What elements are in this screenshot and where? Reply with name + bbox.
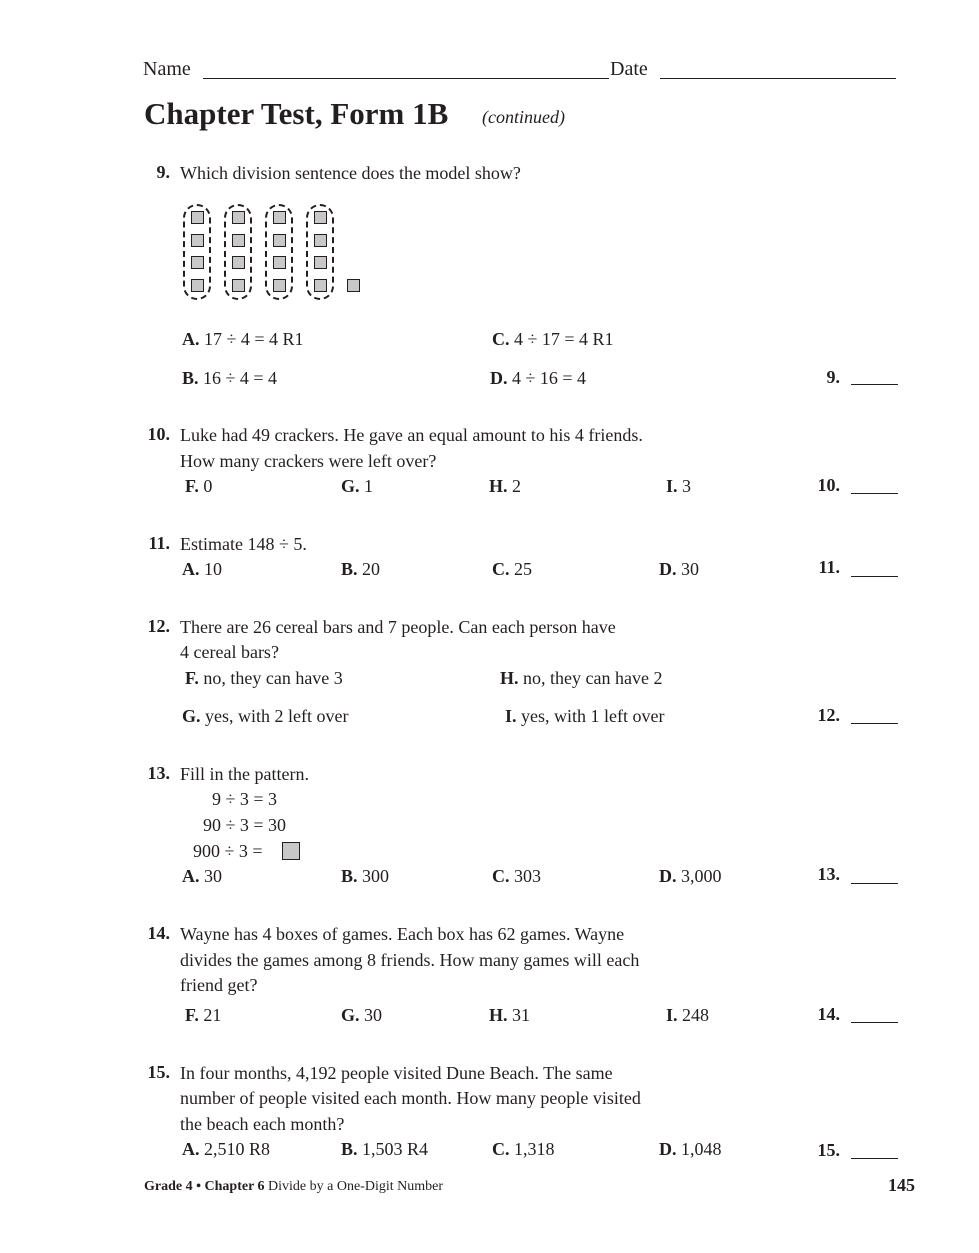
unit-square <box>273 279 286 292</box>
choice[interactable] <box>185 475 212 497</box>
answer-blank[interactable] <box>851 1140 898 1159</box>
choice-letter: A. <box>182 1139 200 1159</box>
choice-letter: H. <box>500 668 519 688</box>
pattern-line: 90 ÷ 3 = 30 <box>203 815 287 835</box>
choice-letter: C. <box>492 1139 510 1159</box>
choice-letter: I. <box>666 476 678 496</box>
choice-text: 4 ÷ 17 = 4 R1 <box>514 329 614 349</box>
remainder-square <box>347 279 360 292</box>
answer-label: 10. <box>817 475 840 495</box>
choice-letter: C. <box>492 866 510 886</box>
choice-text: 2 <box>512 476 522 496</box>
choice[interactable] <box>341 475 373 497</box>
question-number: 14. <box>147 923 170 943</box>
answer-label: 13. <box>817 864 840 884</box>
name-label: Name <box>143 58 191 80</box>
choice[interactable] <box>182 367 277 389</box>
choice[interactable] <box>182 558 222 580</box>
choice-letter: B. <box>182 368 199 388</box>
unit-square <box>191 211 204 224</box>
question-text: How many crackers were left over? <box>180 451 437 471</box>
answer-blank[interactable] <box>851 865 898 884</box>
choice[interactable] <box>185 1004 221 1026</box>
choice[interactable] <box>182 1138 270 1160</box>
choice-text: 30 <box>204 866 222 886</box>
choice[interactable] <box>182 705 348 727</box>
answer-label: 11. <box>818 557 840 577</box>
pattern-line: 900 ÷ 3 = <box>193 841 263 861</box>
choice[interactable] <box>489 1004 530 1026</box>
choice-text: 21 <box>203 1005 222 1025</box>
choice-text: 31 <box>512 1005 531 1025</box>
choice-letter: A. <box>182 866 200 886</box>
choice-text: no, they can have 3 <box>203 668 343 688</box>
choice-text: 3,000 <box>681 866 722 886</box>
answer-blank[interactable] <box>851 1004 898 1023</box>
choice-letter: I. <box>666 1005 678 1025</box>
question-text: In four months, 4,192 people visited Dune Beach. The same <box>180 1063 613 1083</box>
choice-text: 20 <box>362 559 381 579</box>
answer-blank[interactable] <box>851 366 898 385</box>
question-number: 13. <box>147 763 170 783</box>
choice-text: 30 <box>681 559 699 579</box>
choice[interactable] <box>659 865 722 887</box>
name-field[interactable] <box>203 76 609 79</box>
choice-letter: H. <box>489 1005 508 1025</box>
unit-square <box>273 256 286 269</box>
unit-square <box>232 256 245 269</box>
choice[interactable] <box>500 667 662 689</box>
choice-text: 1,318 <box>514 1139 555 1159</box>
choice-text: yes, with 1 left over <box>521 706 665 726</box>
unit-square <box>191 234 204 247</box>
choice[interactable] <box>492 558 532 580</box>
choice[interactable] <box>341 1004 382 1026</box>
choice[interactable] <box>666 1004 709 1026</box>
unit-square <box>314 211 327 224</box>
choice[interactable] <box>341 865 389 887</box>
choice-letter: B. <box>341 866 358 886</box>
choice-letter: F. <box>185 476 199 496</box>
unit-square <box>232 279 245 292</box>
choice-text: 16 ÷ 4 = 4 <box>203 368 278 388</box>
answer-blank[interactable] <box>851 558 898 577</box>
choice-text: 30 <box>364 1005 383 1025</box>
question-text: the beach each month? <box>180 1114 345 1134</box>
choice[interactable] <box>505 705 664 727</box>
choice-letter: F. <box>185 1005 199 1025</box>
answer-label: 12. <box>817 705 840 725</box>
choice[interactable] <box>341 1138 428 1160</box>
question-number: 10. <box>147 424 170 444</box>
choice-text: 1,048 <box>681 1139 722 1159</box>
choice[interactable] <box>492 328 614 350</box>
choice-text: 1 <box>364 476 374 496</box>
choice-letter: H. <box>489 476 508 496</box>
question-text: There are 26 cereal bars and 7 people. Can each person have <box>180 617 616 637</box>
choice-text: 300 <box>362 866 390 886</box>
question-number: 15. <box>147 1062 170 1082</box>
choice-text: 17 ÷ 4 = 4 R1 <box>204 329 304 349</box>
choice-letter: D. <box>659 1139 677 1159</box>
unit-square <box>314 279 327 292</box>
answer-label: 15. <box>817 1140 840 1160</box>
choice-text: 303 <box>514 866 541 886</box>
page-subtitle: (continued) <box>482 107 565 127</box>
answer-label: 14. <box>817 1004 840 1024</box>
footer-info <box>144 1178 443 1196</box>
choice[interactable] <box>182 328 304 350</box>
unit-square <box>273 234 286 247</box>
choice-text: 248 <box>682 1005 710 1025</box>
choice-letter: B. <box>341 1139 358 1159</box>
choice-text: 3 <box>682 476 692 496</box>
unit-square <box>314 234 327 247</box>
question-number: 12. <box>147 616 170 636</box>
page-title: Chapter Test, Form 1B <box>144 96 449 131</box>
date-field[interactable] <box>660 76 896 79</box>
question-text: Wayne has 4 boxes of games. Each box has 62 games. Wayne <box>180 924 625 944</box>
choice[interactable] <box>341 558 380 580</box>
unit-square <box>232 234 245 247</box>
question-text: divides the games among 8 friends. How many games will each <box>180 950 640 970</box>
footer-grade-chapter: Grade 4 • Chapter 6 <box>144 1179 265 1194</box>
choice-text: yes, with 2 left over <box>205 706 349 726</box>
answer-blank[interactable] <box>851 475 898 494</box>
unit-square <box>191 279 204 292</box>
page-number: 145 <box>888 1175 915 1195</box>
choice-letter: D. <box>659 559 677 579</box>
choice[interactable] <box>490 367 586 389</box>
choice-text: no, they can have 2 <box>523 668 663 688</box>
choice-letter: G. <box>341 476 360 496</box>
choice-letter: A. <box>182 559 200 579</box>
question-text: Which division sentence does the model show? <box>180 163 521 183</box>
choice-text: 10 <box>204 559 222 579</box>
choice-text: 4 ÷ 16 = 4 <box>512 368 587 388</box>
choice[interactable] <box>659 1138 722 1160</box>
question-text: Estimate 148 ÷ 5. <box>180 534 307 554</box>
choice[interactable] <box>666 475 691 497</box>
choice[interactable] <box>182 865 222 887</box>
unit-square <box>191 256 204 269</box>
answer-label: 9. <box>826 367 840 387</box>
choice[interactable] <box>185 667 343 689</box>
choice-letter: I. <box>505 706 517 726</box>
choice-letter: G. <box>182 706 201 726</box>
question-text: Luke had 49 crackers. He gave an equal amount to his 4 friends. <box>180 425 643 445</box>
unit-square <box>314 256 327 269</box>
choice-text: 1,503 R4 <box>362 1139 429 1159</box>
choice-text: 25 <box>514 559 532 579</box>
choice-letter: D. <box>659 866 677 886</box>
unknown-box <box>282 842 300 860</box>
choice-text: 2,510 R8 <box>204 1139 271 1159</box>
question-number: 9. <box>156 162 170 182</box>
choice[interactable] <box>492 865 541 887</box>
question-text: 4 cereal bars? <box>180 642 279 662</box>
choice-letter: F. <box>185 668 199 688</box>
choice[interactable] <box>492 1138 555 1160</box>
footer-chapter-title: Divide by a One-Digit Number <box>268 1179 443 1194</box>
choice[interactable] <box>659 558 699 580</box>
question-text: Fill in the pattern. <box>180 764 309 784</box>
question-text: number of people visited each month. How many people visited <box>180 1088 641 1108</box>
choice-letter: G. <box>341 1005 360 1025</box>
question-text: friend get? <box>180 975 258 995</box>
choice-text: 0 <box>203 476 213 496</box>
unit-square <box>232 211 245 224</box>
choice-letter: B. <box>341 559 358 579</box>
choice-letter: C. <box>492 329 510 349</box>
pattern-line: 9 ÷ 3 = 3 <box>212 789 278 809</box>
unit-square <box>273 211 286 224</box>
choice-letter: A. <box>182 329 200 349</box>
choice-letter: C. <box>492 559 510 579</box>
question-number: 11. <box>148 533 170 553</box>
date-label: Date <box>610 58 648 80</box>
choice[interactable] <box>489 475 521 497</box>
answer-blank[interactable] <box>851 705 898 724</box>
choice-letter: D. <box>490 368 508 388</box>
